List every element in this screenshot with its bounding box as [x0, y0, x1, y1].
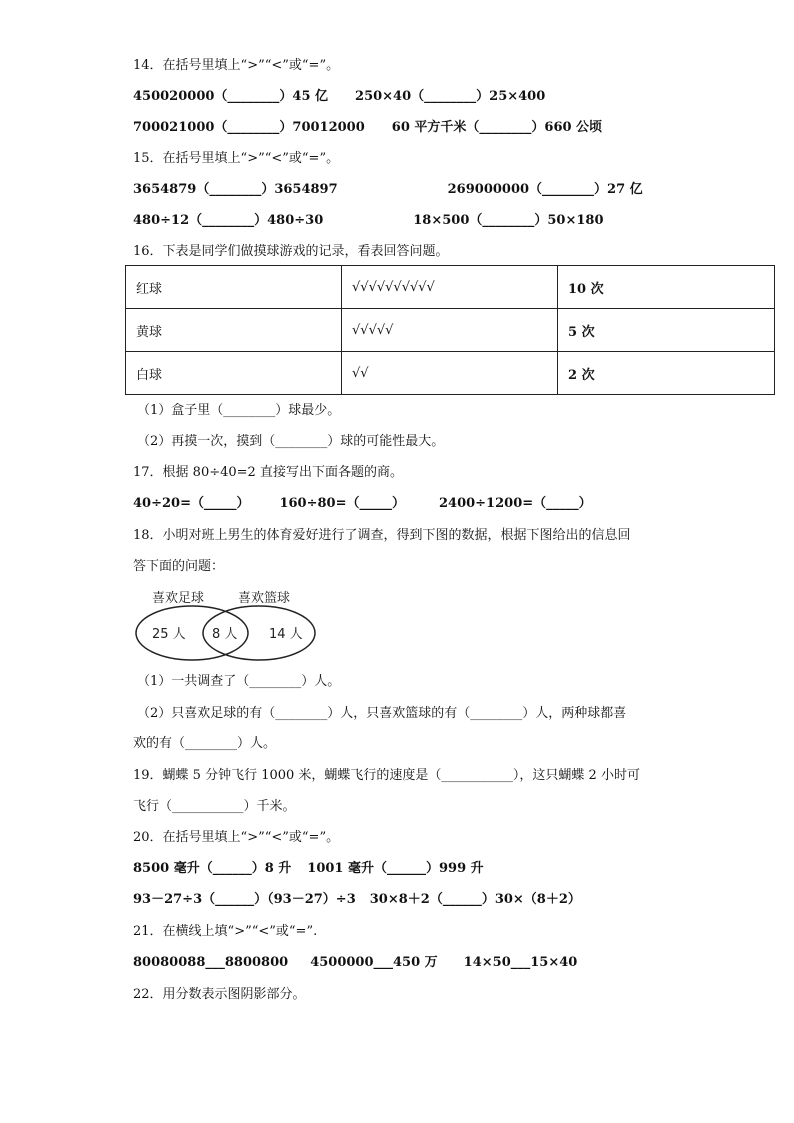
q15-item-1: 3654879（________）3654897	[133, 182, 338, 197]
tally-cell: √√√√√	[342, 309, 558, 352]
q21-item-2: 4500000___450 万	[310, 955, 438, 970]
q17-item-2: 160÷80=（_____）	[279, 496, 405, 511]
count-cell: 2 次	[558, 352, 775, 395]
q15-line2	[133, 211, 604, 231]
q15-title: 15．在括号里填上“>”“<”或“=”。	[133, 151, 340, 166]
q17-title: 17．根据 80÷40=2 直接写出下面各题的商。	[133, 465, 403, 480]
q14-item-3: 700021000（________）70012000	[133, 120, 365, 135]
q14-line1	[133, 87, 545, 107]
basketball-label: 喜欢篮球	[238, 591, 291, 606]
ball-cell: 红球	[126, 266, 342, 309]
q14-item-4: 60 平方千米（________）660 公顷	[391, 120, 603, 135]
q16-sub1: （1）盒子里（________）球最少。	[137, 403, 341, 418]
basketball-only-count: 14 人	[269, 627, 303, 642]
count-cell: 5 次	[558, 309, 775, 352]
q19-line2: 飞行（___________）千米。	[133, 799, 296, 814]
q15-line1	[133, 180, 643, 200]
table-row	[126, 352, 775, 395]
q19-line1: 19．蝴蝶 5 分钟飞行 1000 米，蝴蝶飞行的速度是（___________），这只蝴蝶 2 小时可	[133, 768, 640, 783]
q14-item-1: 450020000（________）45 亿	[133, 89, 329, 104]
count-cell: 10 次	[558, 266, 775, 309]
q16-title: 16．下表是同学们做摸球游戏的记录，看表回答问题。	[133, 244, 449, 259]
q20-item-2: 1001 毫升（______）999 升	[307, 861, 484, 876]
tally-cell: √√	[342, 352, 558, 395]
q15-item-4: 18×500（________）50×180	[413, 213, 604, 228]
q16-sub2: （2）再摸一次，摸到（________）球的可能性最大。	[137, 434, 445, 449]
q21-items	[133, 953, 577, 973]
q20-item-1: 8500 毫升（______）8 升	[133, 861, 292, 876]
q22-title: 22．用分数表示图阴影部分。	[133, 987, 306, 1002]
q17-items	[133, 494, 592, 514]
q21-title: 21．在横线上填“>”“<”或“=”.	[133, 924, 318, 939]
tally-cell: √√√√√√√√√√	[342, 266, 558, 309]
q14-title: 14．在括号里填上“>”“<”或“=”。	[133, 58, 340, 73]
q17-item-3: 2400÷1200=（_____）	[438, 496, 592, 511]
football-only-count: 25 人	[152, 627, 186, 642]
q20-line2	[133, 890, 581, 910]
q14-line2	[133, 118, 602, 138]
ball-cell: 黄球	[126, 309, 342, 352]
q20-item-3: 93－27÷3（______）（93－27）÷3	[133, 892, 356, 907]
q20-title: 20．在括号里填上“>”“<”或“=”。	[133, 830, 340, 845]
venn-diagram	[132, 588, 322, 662]
q21-item-1: 80080088___8800800	[133, 955, 289, 970]
q15-item-3: 480÷12（________）480÷30	[133, 213, 324, 228]
both-count: 8 人	[212, 627, 238, 642]
q18-sub1: （1）一共调查了（________）人。	[137, 674, 341, 689]
q18-sub2-line2: 欢的有（________）人。	[133, 736, 277, 751]
q18-sub2-line1: （2）只喜欢足球的有（________）人，只喜欢篮球的有（________）人，两种球都喜	[137, 706, 627, 721]
q17-item-1: 40÷20=（_____）	[133, 496, 250, 511]
table-row	[126, 309, 775, 352]
q18-title-line1: 18．小明对班上男生的体育爱好进行了调查，得到下图的数据，根据下图给出的信息回	[133, 528, 631, 543]
q18-title-line2: 答下面的问题：	[133, 559, 225, 574]
q21-item-3: 14×50___15×40	[463, 955, 578, 970]
q20-item-4: 30×8＋2（______）30×（8＋2）	[369, 892, 581, 907]
table-row	[126, 266, 775, 309]
q14-item-2: 250×40（________）25×400	[355, 89, 546, 104]
ball-cell: 白球	[126, 352, 342, 395]
q20-line1	[133, 859, 484, 879]
football-label: 喜欢足球	[152, 591, 205, 606]
ball-record-table	[125, 265, 775, 395]
q15-item-2: 269000000（________）27 亿	[447, 182, 643, 197]
